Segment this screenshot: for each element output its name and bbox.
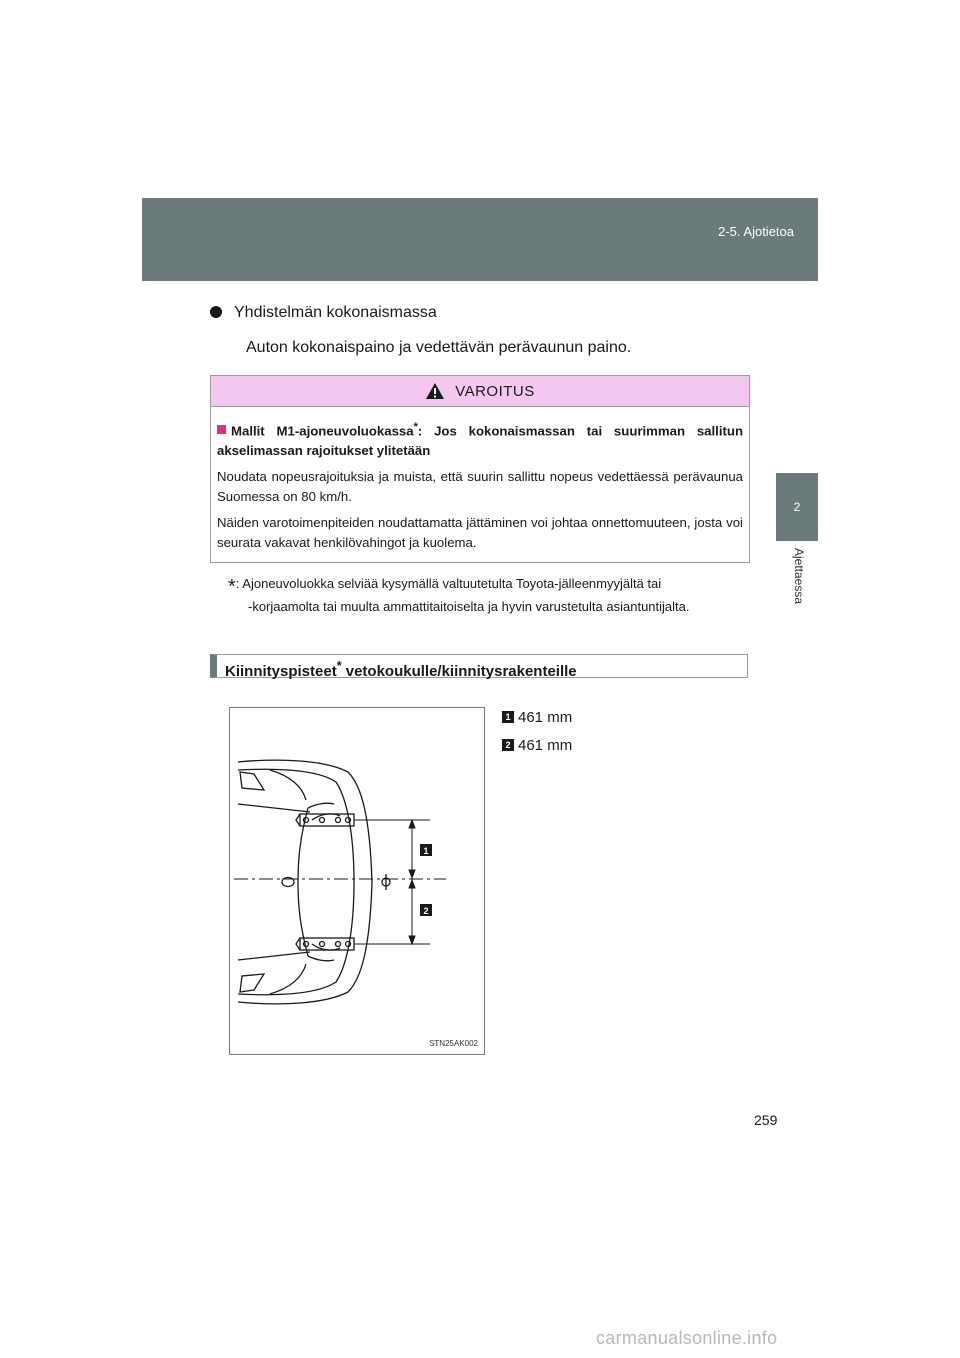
svg-text:1: 1 [423,846,429,856]
chapter-label: Ajettaessa [792,548,806,605]
header-section-title: 2-5. Ajotietoa [718,224,794,239]
warning-paragraph-2: Näiden varotoimenpiteiden noudattamatta jättäminen voi johtaa onnettomuuteen, josta voi seurata vakavat henkilövahingot ja kuolema. [217,515,743,551]
figure-callout-1 [420,844,432,856]
warning-heading: VAROITUS [455,382,535,400]
chapter-tab [776,473,818,541]
warning-paragraph-1: Noudata nopeusrajoituksia ja muista, että suurin sallittu nopeus vedettäessä perävaunua Suomessa on 80 km/h. [217,469,743,505]
car-rear-illustration [230,708,486,1056]
dimension-legend [502,703,572,759]
pink-square-icon [217,425,226,434]
warning-header [211,376,749,407]
legend-number-badge: 2 [502,739,514,751]
chapter-number: 2 [793,500,801,514]
warning-triangle-icon [425,382,445,400]
warning-title-star: * [413,421,418,433]
bullet-dot-icon [210,306,222,318]
section-title-star: * [336,659,342,673]
footnote-star: * [228,576,236,598]
section-title-part-b: vetokoukulle/kiinnitysrakenteille [341,663,577,680]
warning-body [211,407,749,553]
tow-hook-figure [229,707,485,1055]
legend-text: 461 mm [518,736,573,754]
footnote-line-1: : Ajoneuvoluokka selviää kysymällä valtuutetulta Toyota-jälleenmyyjältä tai [235,576,662,591]
warning-box [210,375,750,563]
legend-number-badge: 1 [502,711,514,723]
section-heading [210,654,748,678]
legend-text: 461 mm [518,708,573,726]
figure-callout-2 [420,904,432,916]
bullet-title: Yhdistelmän kokonaismassa [234,304,437,321]
legend-row [502,703,572,731]
legend-row [502,731,572,759]
header-band [142,198,818,281]
footnote [228,574,744,617]
figure-code: STN25AK002 [429,1039,478,1048]
warning-title-part-b: : Jos kokonaismassan tai suurimman sallitun akselimassan rajoitukset ylitetään [217,423,743,459]
section-title-part-a: Kiinnityspisteet [225,663,337,680]
bullet-item [210,304,437,322]
bullet-description: Auton kokonaispaino ja vedettävän perävaunun paino. [246,339,632,356]
svg-text:2: 2 [423,906,429,916]
page-number: 259 [754,1112,778,1128]
watermark-text: carmanualsonline.info [596,1328,778,1348]
footnote-line-2: -korjaamolta tai muulta ammattitaitoiselta ja hyvin varustetulta asiantuntijalta. [248,599,690,614]
warning-item-title [217,417,743,461]
warning-title-part-a: Mallit M1-ajoneuvoluokassa [231,423,414,439]
